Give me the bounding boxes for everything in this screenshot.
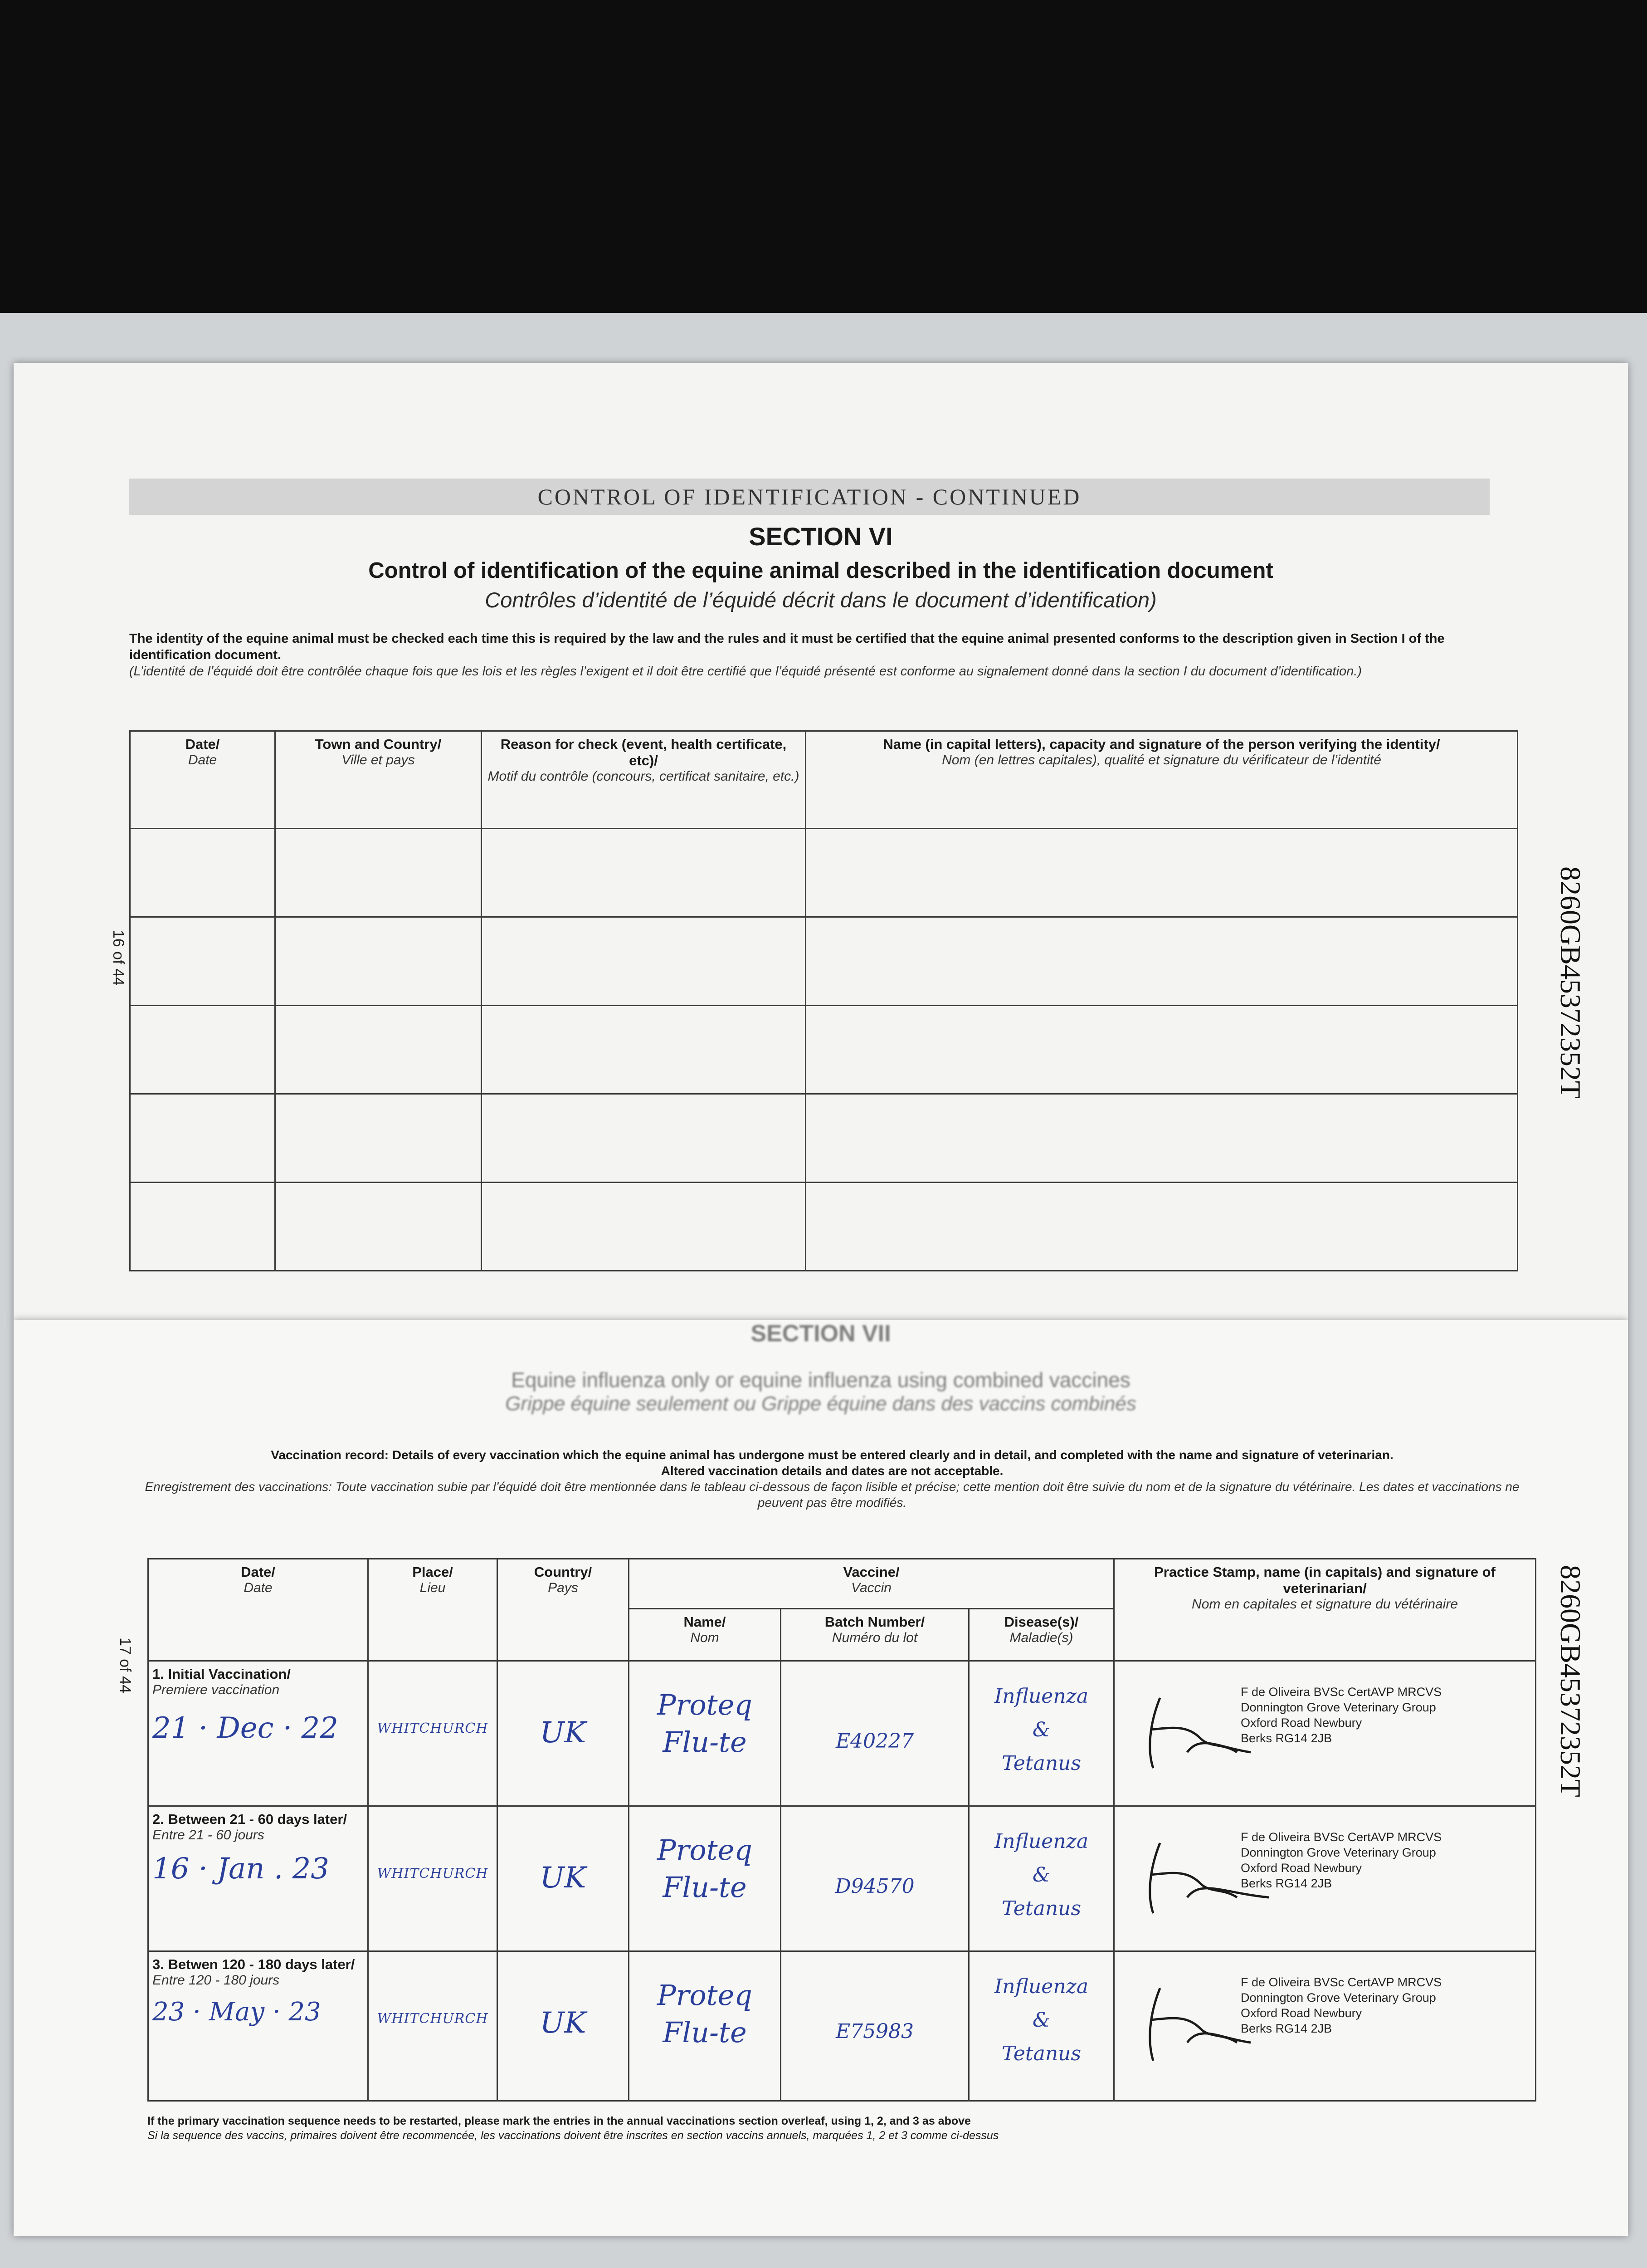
vet-stamp: F de Oliveira BVSc CertAVP MRCVS Donnington Grove Veterinary Group Oxford Road Newbury Berks RG14 2JB — [1241, 1830, 1442, 1890]
section-title-vii: SECTION VII — [750, 1320, 891, 1347]
vaccine-heading-fr: Grippe équine seulement ou Grippe équine dans des vaccins combinés — [505, 1393, 1136, 1415]
footnote-fr: Si la sequence des vaccins, primaires doivent être recommencée, les vaccinations doivent être inscrites en section vaccins annuels, marquées 1, 2 et 3 comme ci-dessus — [147, 2129, 999, 2142]
col-place-header: Place/ Lieu — [368, 1559, 497, 1661]
vaccination-row-2 — [148, 1806, 1536, 1951]
col-country-header: Country/ Pays — [497, 1559, 629, 1661]
page-number-17: 17 of 44 — [117, 1637, 134, 1693]
restart-footnote — [147, 2114, 1508, 2143]
row-1-country-cell[interactable]: UK — [497, 1661, 629, 1806]
section-band — [129, 479, 1490, 515]
row-1-batch-cell[interactable]: E40227 — [781, 1661, 969, 1806]
vet-stamp: F de Oliveira BVSc CertAVP MRCVS Donnington Grove Veterinary Group Oxford Road Newbury Berks RG14 2JB — [1241, 1975, 1442, 2035]
vet-signature — [1133, 1829, 1278, 1920]
col-reason-header: Reason for check (event, health certificate, etc)/ Motif du contrôle (concours, certificat sanitaire, etc.) — [482, 731, 806, 829]
col-date-header: Date/ Date — [148, 1559, 368, 1661]
intro-en: The identity of the equine animal must be checked each time this is required by the law and the rules and it must be certified that the equine animal presented conforms to the description given in Section I of the identification document. — [129, 631, 1445, 662]
row-1-place-cell[interactable]: WHITCHURCH — [368, 1661, 497, 1806]
row-2-date-cell[interactable]: 2. Between 21 - 60 days later/ Entre 21 - 60 jours 16 · Jan . 23 — [148, 1806, 368, 1951]
row-2-disease-cell[interactable]: Influenza & Tetanus — [969, 1806, 1114, 1951]
vaccine-header-row — [148, 1559, 1536, 1609]
band-title: CONTROL OF IDENTIFICATION - CONTINUED — [537, 484, 1082, 509]
footnote-en: If the primary vaccination sequence needs to be restarted, please mark the entries in the annual vaccinations section overleaf, using 1, 2, and 3 as above — [147, 2115, 971, 2127]
vaccination-row-1 — [148, 1661, 1536, 1806]
row-2-country-cell[interactable]: UK — [497, 1806, 629, 1951]
passport-page-17 — [14, 1320, 1628, 2236]
table-row — [130, 1094, 1518, 1183]
section-heading-en: Control of identification of the equine animal described in the identification document — [368, 558, 1273, 583]
dark-background — [0, 0, 1647, 327]
row-3-disease-cell[interactable]: Influenza & Tetanus — [969, 1951, 1114, 2101]
vaccination-intro — [136, 1447, 1528, 1510]
vet-signature — [1133, 1684, 1269, 1775]
row-2-name-cell[interactable]: Proteq Flu-te — [629, 1806, 781, 1951]
vet-stamp: F de Oliveira BVSc CertAVP MRCVS Donnington Grove Veterinary Group Oxford Road Newbury Berks RG14 2JB — [1241, 1685, 1442, 1745]
row-1-vet-cell[interactable] — [1114, 1661, 1536, 1806]
table-row — [130, 917, 1518, 1006]
vaccination-table — [147, 1558, 1536, 2102]
col-name-header: Name/ Nom — [629, 1609, 781, 1661]
vaccine-heading-en: Equine influenza only or equine influenza using combined vaccines — [511, 1368, 1130, 1392]
passport-page-16 — [14, 363, 1628, 1320]
row-3-name-cell[interactable]: Proteq Flu-te — [629, 1951, 781, 2101]
row-3-date-cell[interactable]: 3. Betwen 120 - 180 days later/ Entre 120 - 180 jours 23 · May · 23 — [148, 1951, 368, 2101]
section-heading-fr: Contrôles d’identité de l’équidé décrit dans le document d’identification) — [485, 588, 1157, 612]
row-3-country-cell[interactable]: UK — [497, 1951, 629, 2101]
section-title: SECTION VI — [749, 522, 893, 551]
identification-check-table — [129, 730, 1518, 1271]
row-1-date: 21 · Dec · 22 — [152, 1711, 338, 1745]
row-2-vet-cell[interactable] — [1114, 1806, 1536, 1951]
vaccination-intro-en-1: Vaccination record: Details of every vaccination which the equine animal has undergone must be entered clearly and in detail, and completed with the name and signature of veterinarian. — [271, 1448, 1394, 1462]
row-3-vet-cell[interactable] — [1114, 1951, 1536, 2101]
table-row — [130, 1183, 1518, 1271]
col-town-header: Town and Country/ Ville et pays — [275, 731, 482, 829]
row-3-date: 23 · May · 23 — [152, 1997, 321, 2027]
row-2-date: 16 · Jan . 23 — [152, 1852, 329, 1886]
row-3-place-cell[interactable]: WHITCHURCH — [368, 1951, 497, 2101]
row-2-place-cell[interactable]: WHITCHURCH — [368, 1806, 497, 1951]
vaccination-row-3 — [148, 1951, 1536, 2101]
intro-paragraph — [129, 631, 1512, 679]
col-disease-header: Disease(s)/ Maladie(s) — [969, 1609, 1114, 1661]
row-1-date-cell[interactable]: 1. Initial Vaccination/ Premiere vaccination 21 · Dec · 22 — [148, 1661, 368, 1806]
table-header-row — [130, 731, 1518, 829]
table-row — [130, 829, 1518, 917]
row-2-batch-cell[interactable]: D94570 — [781, 1806, 969, 1951]
row-1-disease-cell[interactable]: Influenza & Tetanus — [969, 1661, 1114, 1806]
vet-signature — [1133, 1975, 1269, 2070]
side-document-code: 8260GB45372352T — [1554, 1565, 1587, 1797]
row-1-name-cell[interactable]: Proteq Flu-te — [629, 1661, 781, 1806]
col-date-header: Date/ Date — [130, 731, 275, 829]
col-batch-header: Batch Number/ Numéro du lot — [781, 1609, 969, 1661]
col-vaccine-header: Vaccine/ Vaccin — [629, 1559, 1114, 1609]
row-3-batch-cell[interactable]: E75983 — [781, 1951, 969, 2101]
side-document-code: 8260GB45372352T — [1554, 866, 1587, 1099]
table-row — [130, 1006, 1518, 1094]
vaccination-intro-fr: Enregistrement des vaccinations: Toute vaccination subie par l’équidé doit être mentionnée dans le tableau ci-dessous de façon lisible et précise; cette mention doit être suivie du nom et de la signature du vétérinaire. Les dates et vaccinations ne peuvent pas être modifiés. — [145, 1480, 1520, 1510]
col-vet-header: Practice Stamp, name (in capitals) and signature of veterinarian/ Nom en capitales et signature du vétérinaire — [1114, 1559, 1536, 1661]
intro-fr: (L’identité de l’équidé doit être contrôlée chaque fois que les lois et les règles l’exigent et il doit être certifié que l’équidé présenté est conforme au signalement donné dans la section I du document d’identification.) — [129, 664, 1362, 679]
page-number-16: 16 of 44 — [110, 930, 127, 986]
col-verifier-header: Name (in capital letters), capacity and signature of the person verifying the identity/ Nom (en lettres capitales), qualité et signature du vérificateur de l’identité — [806, 731, 1518, 829]
vaccination-intro-en-2: Altered vaccination details and dates are not acceptable. — [661, 1464, 1004, 1478]
